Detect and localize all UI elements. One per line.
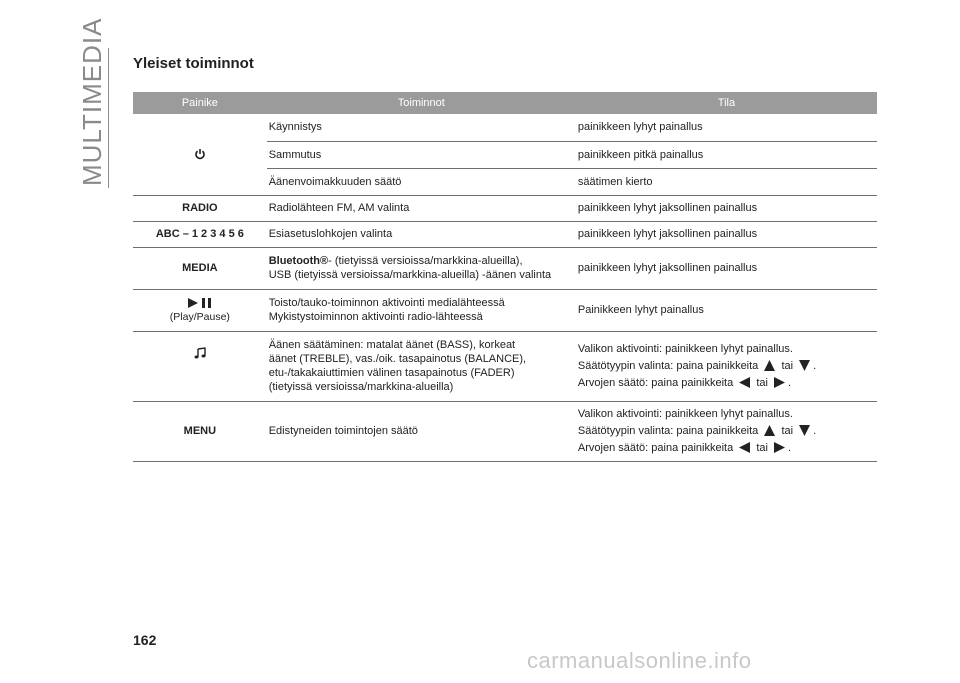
presets-function: Esiasetuslohkojen valinta [267,221,576,247]
play-function [267,289,576,331]
table-row [133,221,877,247]
table-row [133,114,877,141]
play-function-line2: Mykistystoiminnon aktivointi radio-lähteessä [268,311,483,323]
table-row [133,289,877,331]
page-title: Yleiset toiminnot [133,55,254,72]
audio-button-cell [133,331,267,401]
triangle-up-icon [764,360,775,371]
audio-state-or-1: tai [781,359,794,372]
play-pause-icon [187,297,213,309]
music-note-icon [194,347,206,359]
triangle-left-icon [739,442,750,453]
header-button: Painike [133,92,267,114]
audio-state-or-2: tai [756,376,768,389]
audio-function-line4: (tietyissä versioissa/markkina-alueilla) [268,381,454,393]
audio-state-line2: Säätötyypin valinta: paina painikkeita [577,359,759,372]
triangle-down-icon [799,425,810,436]
presets-button-label: ABC – 1 2 3 4 5 6 [133,221,267,247]
power-stop-state: painikkeen pitkä painallus [576,141,877,168]
functions-table [133,92,877,462]
audio-function [267,331,576,401]
table-row [133,247,877,289]
side-divider [108,48,109,188]
power-volume-state: säätimen kierto [576,168,877,195]
menu-state-line1: Valikon aktivointi: painikkeen lyhyt painallus. [577,407,793,420]
play-pause-caption: (Play/Pause) [169,311,230,323]
power-icon [194,148,206,160]
menu-state-or-2: tai [756,441,768,454]
page-number: 162 [133,632,157,648]
media-state: painikkeen lyhyt jaksollinen painallus [576,247,877,289]
play-state: Painikkeen lyhyt painallus [576,289,877,331]
power-stop-function: Sammutus [267,141,576,168]
triangle-left-icon [739,377,750,388]
triangle-down-icon [799,360,810,371]
triangle-up-icon [764,425,775,436]
triangle-right-icon [774,377,785,388]
section-side-label: MULTIMEDIA [77,17,107,186]
presets-state: painikkeen lyhyt jaksollinen painallus [576,221,877,247]
watermark: carmanualsonline.info [527,648,752,673]
power-start-function: Käynnistys [267,114,576,141]
menu-state [576,401,877,461]
media-function-line1: - (tietyissä versioissa/markkina-alueilla), [328,255,523,267]
audio-state-end-1: . [813,359,817,372]
menu-state-or-1: tai [781,424,794,437]
audio-function-line2: äänet (TREBLE), vas./oik. tasapainotus (BALANCE), [268,353,527,365]
audio-function-line3: etu-/takakaiuttimien välinen tasapainotus (FADER) [268,367,515,379]
audio-state [576,331,877,401]
audio-state-line1: Valikon aktivointi: painikkeen lyhyt painallus. [577,342,793,355]
media-function-bluetooth: Bluetooth® [268,255,329,267]
menu-button-label: MENU [133,401,267,461]
table-row [133,401,877,461]
audio-function-line1: Äänen säätäminen: matalat äänet (BASS), korkeat [268,339,516,351]
power-volume-function: Äänenvoimakkuuden säätö [267,168,576,195]
triangle-right-icon [774,442,785,453]
menu-state-line3: Arvojen säätö: paina painikkeita [577,441,734,454]
play-pause-button-cell [133,289,267,331]
header-state: Tila [576,92,877,114]
menu-function: Edistyneiden toimintojen säätö [267,401,576,461]
play-function-line1: Toisto/tauko-toiminnon aktivointi medialähteessä [268,297,505,309]
table-row [133,331,877,401]
media-function-line2: USB (tietyissä versioissa/markkina-alueilla) -äänen valinta [268,269,552,281]
media-function [267,247,576,289]
radio-state: painikkeen lyhyt jaksollinen painallus [576,195,877,221]
radio-function: Radiolähteen FM, AM valinta [267,195,576,221]
radio-button-label: RADIO [133,195,267,221]
header-function: Toiminnot [267,92,576,114]
media-button-label: MEDIA [133,247,267,289]
menu-state-end-1: . [813,424,817,437]
power-start-state: painikkeen lyhyt painallus [576,114,877,141]
table-header-row [133,92,877,114]
table-row [133,195,877,221]
menu-state-line2: Säätötyypin valinta: paina painikkeita [577,424,759,437]
audio-state-line3: Arvojen säätö: paina painikkeita [577,376,734,389]
audio-state-end-2: . [788,376,792,389]
power-button-cell [133,114,267,195]
menu-state-end-2: . [788,441,792,454]
